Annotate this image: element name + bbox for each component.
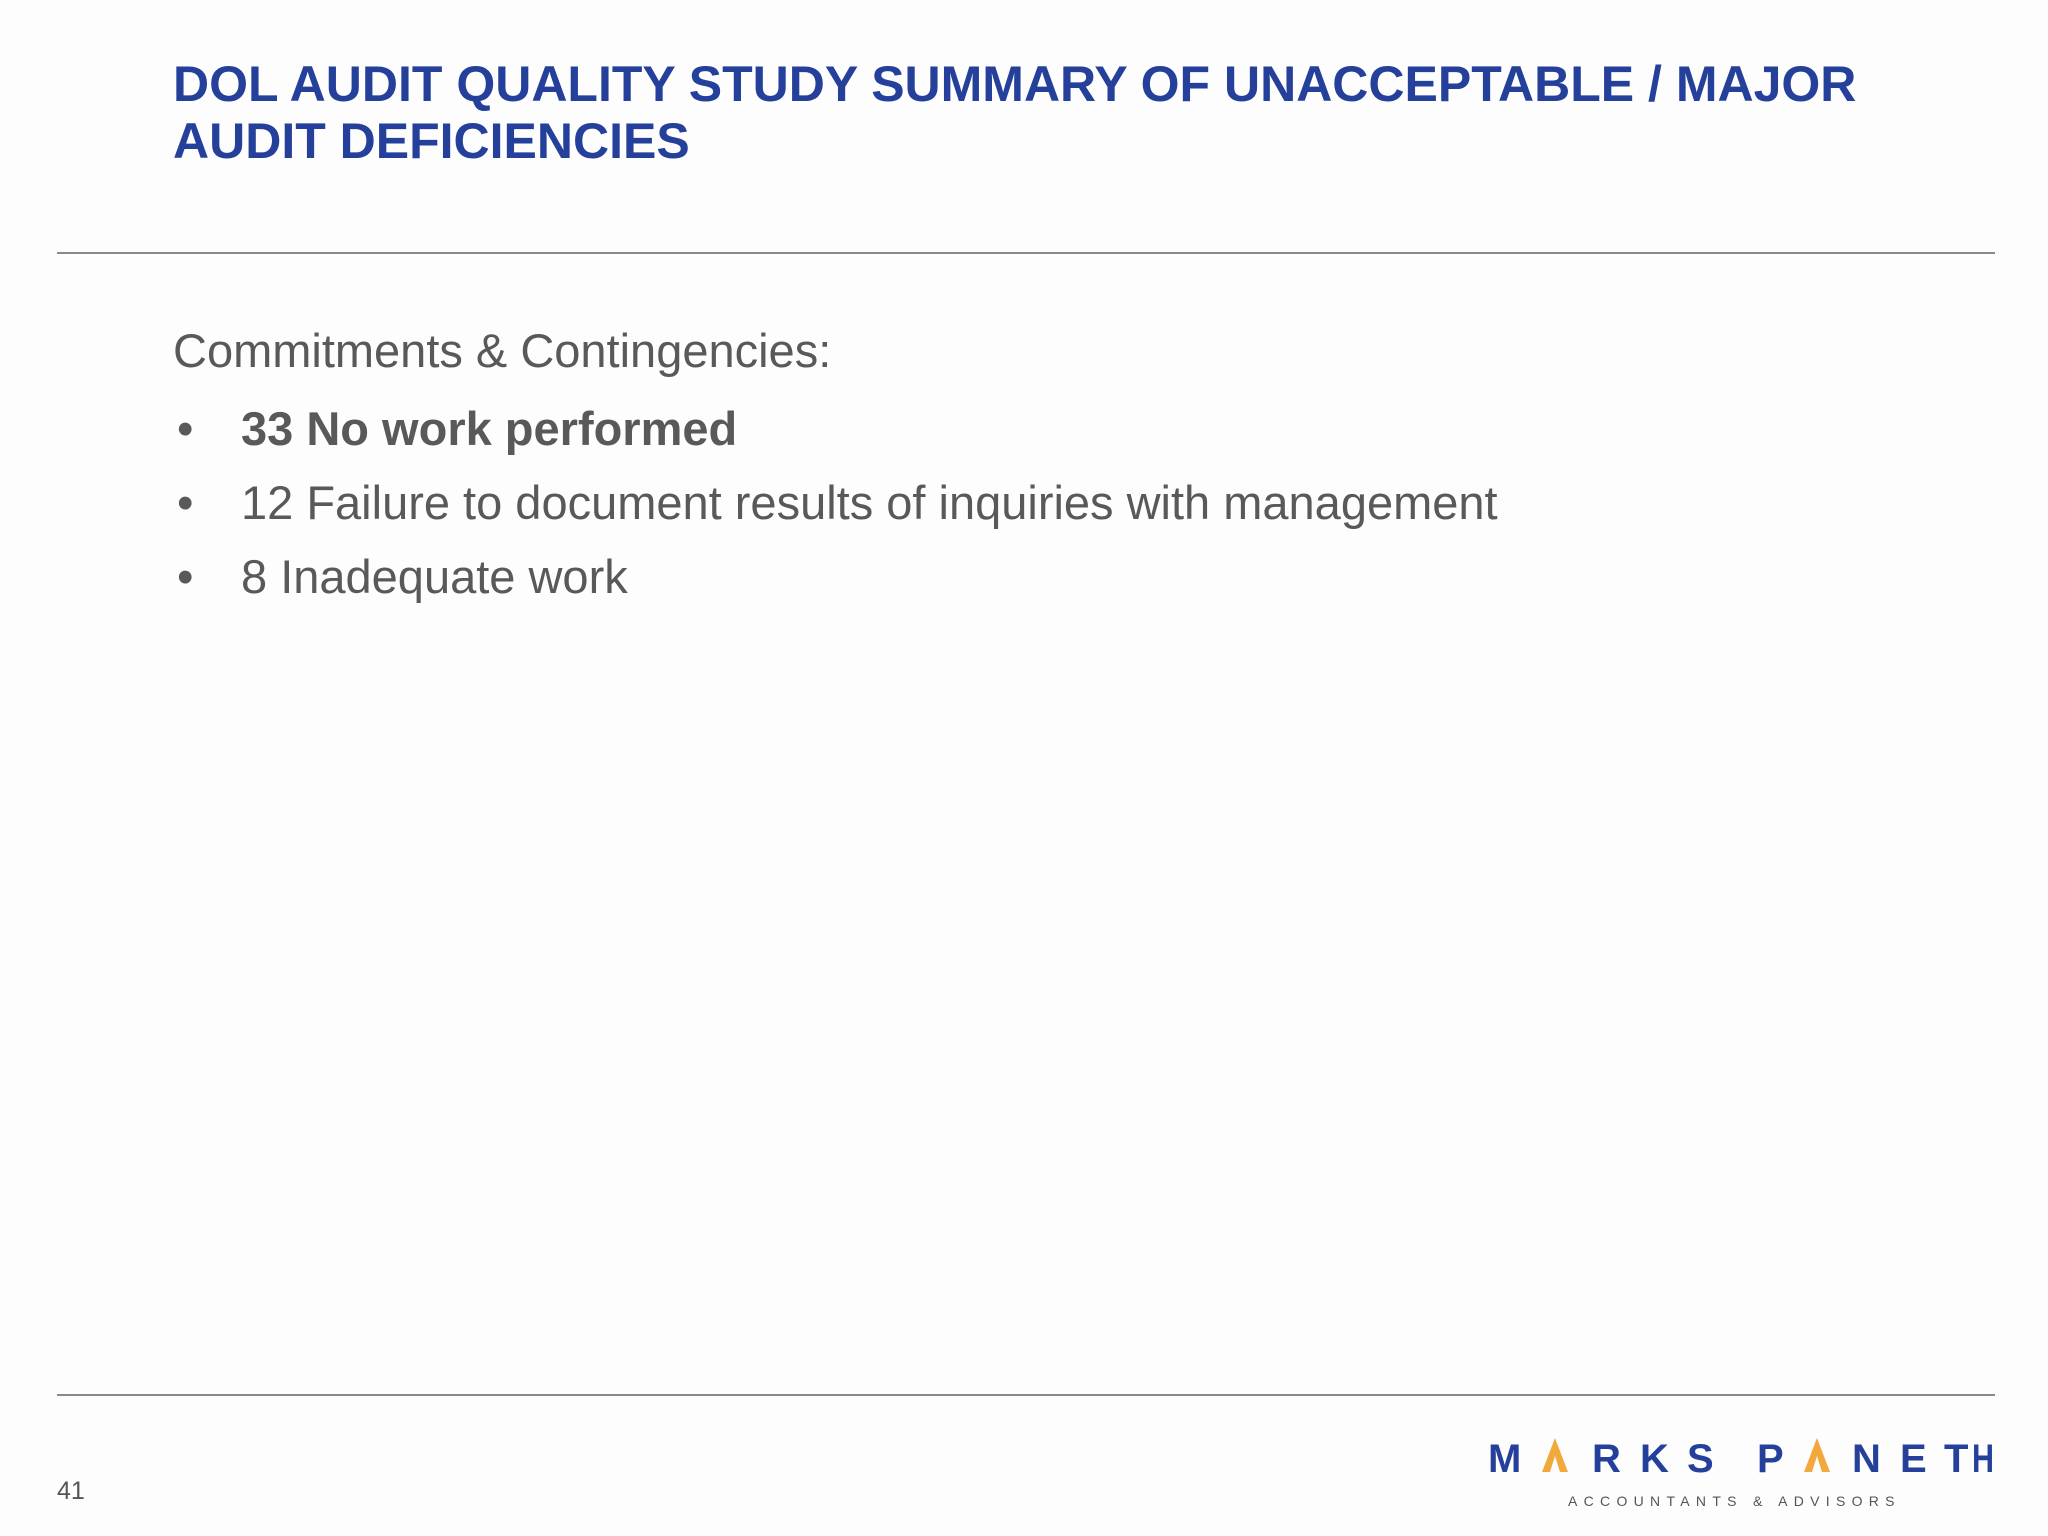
page-number: 41 [57, 1477, 85, 1505]
slide-title [173, 56, 1973, 170]
svg-text:P: P [1757, 1437, 1784, 1481]
bullet-list [173, 392, 1973, 614]
section-heading: Commitments & Contingencies: [173, 324, 832, 377]
svg-text:N: N [1852, 1437, 1881, 1481]
footer-divider [57, 1394, 1995, 1396]
svg-text:ACCOUNTANTS & ADVISORS: ACCOUNTANTS & ADVISORS [1568, 1493, 1901, 1509]
bullet-text: 33 No work performed [241, 402, 738, 455]
svg-text:R: R [1592, 1437, 1621, 1481]
header-divider [57, 252, 1995, 254]
bullet-dot-icon: • [177, 550, 194, 603]
company-logo [1486, 1420, 1996, 1516]
svg-text:S: S [1687, 1437, 1714, 1481]
bullet-dot-icon: • [177, 402, 194, 455]
bullet-text: 12 Failure to document results of inquiries with management [241, 476, 1498, 529]
bullet-text: 8 Inadequate work [241, 550, 628, 603]
bullet-dot-icon: • [177, 476, 194, 529]
svg-text:H: H [1972, 1437, 1994, 1481]
slide-title-line-2: AUDIT DEFICIENCIES [173, 113, 690, 169]
slide-title-line-1: DOL AUDIT QUALITY STUDY SUMMARY OF UNACCEPTABLE / MAJOR [173, 56, 1857, 112]
bullet-item [173, 466, 1973, 540]
svg-text:T: T [1944, 1437, 1969, 1481]
svg-text:K: K [1640, 1437, 1669, 1481]
svg-text:E: E [1900, 1437, 1927, 1481]
bullet-item [173, 540, 1973, 614]
svg-text:M: M [1488, 1437, 1522, 1481]
bullet-item [173, 392, 1973, 466]
slide-content [173, 318, 1973, 614]
company-logo-mark [1486, 1420, 1996, 1516]
